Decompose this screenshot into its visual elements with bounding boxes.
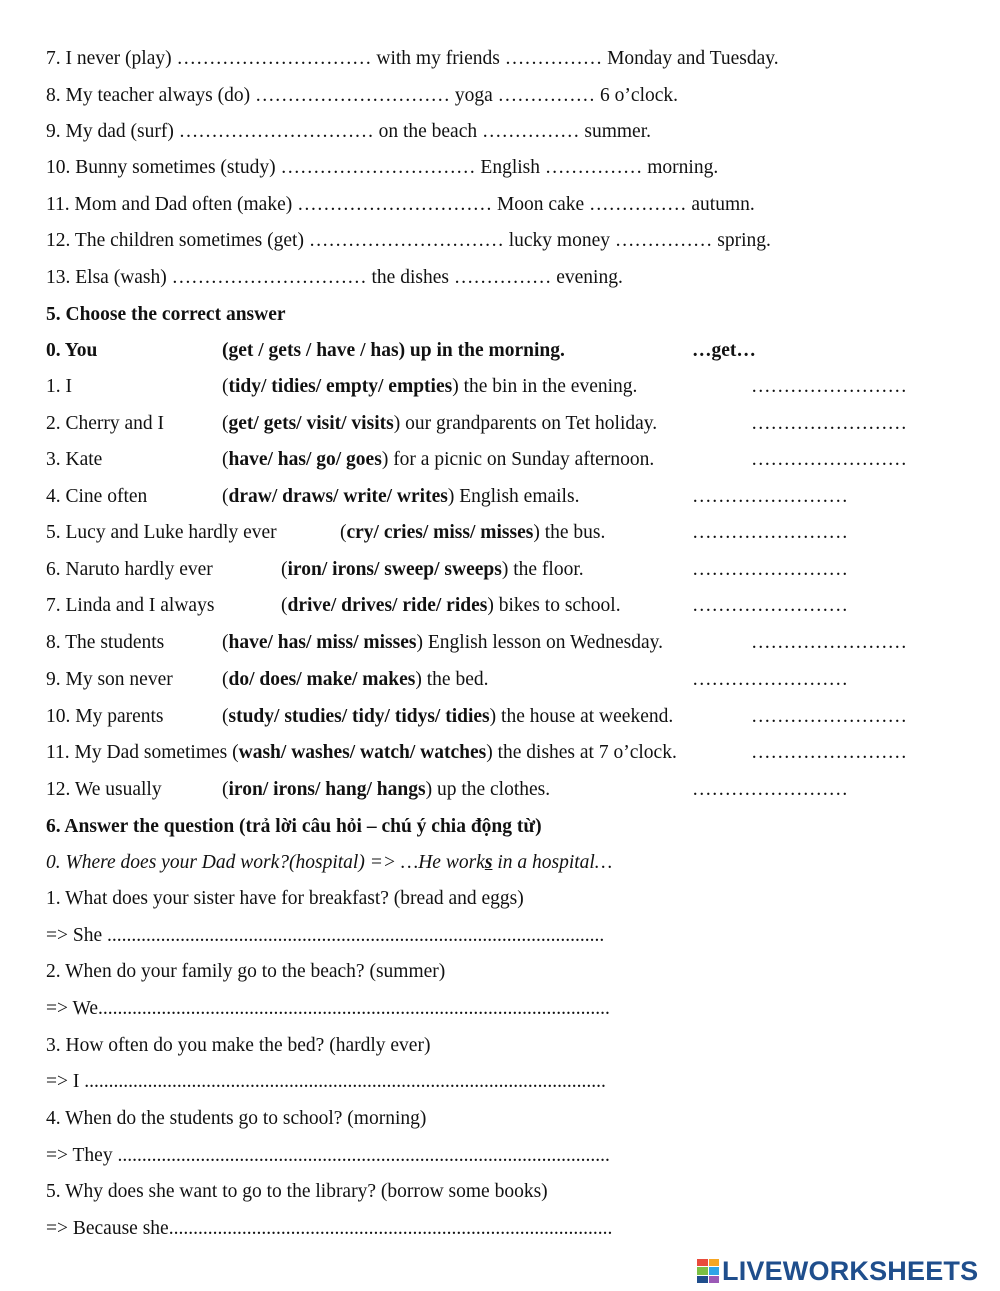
ex5-example-choices: (get / gets / have / has) up in the morning. (222, 340, 565, 361)
logo-square (697, 1259, 708, 1266)
ex6-heading: 6. Answer the question (trả lời câu hỏi – chú ý chia động từ) (46, 816, 542, 837)
ex6-question-2: 2. When do your family go to the beach? (summer) (46, 961, 446, 982)
logo-text: LIVEWORKSHEETS (722, 1255, 979, 1286)
logo-square (709, 1267, 720, 1274)
ex5-example-answer: …get… (692, 340, 756, 361)
ex4-line-8: 8. My teacher always (do) ………………………… yoga …………… 6 o’clock. (46, 85, 679, 106)
answer-blank[interactable]: …………………… (751, 742, 907, 763)
ex6-answer-line-2[interactable]: => We......................................................................................................... (46, 998, 610, 1019)
ex4-line-12: 12. The children sometimes (get) ………………………… lucky money …………… spring. (46, 230, 771, 251)
ex4-line-7: 7. I never (play) ………………………… with my friends …………… Monday and Tuesday. (46, 48, 779, 69)
liveworksheets-logo (697, 1256, 978, 1286)
answer-blank[interactable]: …………………… (692, 779, 848, 800)
answer-blank[interactable]: …………………… (751, 449, 907, 470)
ex4-line-11: 11. Mom and Dad often (make) ………………………… Moon cake …………… autumn. (46, 194, 755, 215)
logo-square (709, 1259, 720, 1266)
answer-blank[interactable]: …………………… (692, 522, 848, 543)
ex6-example: 0. Where does your Dad work?(hospital) => …He works in a hospital… (46, 852, 613, 873)
answer-blank[interactable]: …………………… (692, 669, 848, 690)
ex6-answer-line-1[interactable]: => She ...................................................................................................... (46, 925, 605, 946)
ex6-answer-line-5[interactable]: => Because she........................................................................................... (46, 1218, 613, 1239)
logo-mark-icon (697, 1259, 719, 1283)
ex5-heading: 5. Choose the correct answer (46, 304, 286, 325)
ex6-question-5: 5. Why does she want to go to the library? (borrow some books) (46, 1181, 548, 1202)
ex6-question-3: 3. How often do you make the bed? (hardly ever) (46, 1035, 431, 1056)
logo-square (697, 1267, 708, 1274)
ex6-answer-line-3[interactable]: => I ........................................................................................................... (46, 1071, 606, 1092)
ex4-line-10: 10. Bunny sometimes (study) ………………………… English …………… morning. (46, 157, 719, 178)
logo-square (697, 1276, 708, 1283)
answer-blank[interactable]: …………………… (751, 413, 907, 434)
ex4-line-9: 9. My dad (surf) ………………………… on the beach …………… summer. (46, 121, 651, 142)
ex6-question-1: 1. What does your sister have for breakfast? (bread and eggs) (46, 888, 524, 909)
ex6-question-4: 4. When do the students go to school? (morning) (46, 1108, 427, 1129)
answer-blank[interactable]: …………………… (751, 376, 907, 397)
answer-blank[interactable]: …………………… (751, 706, 907, 727)
logo-square (709, 1276, 720, 1283)
answer-blank[interactable]: …………………… (751, 632, 907, 653)
ex6-answer-line-4[interactable]: => They ..................................................................................................... (46, 1145, 610, 1166)
ex4-line-13: 13. Elsa (wash) ………………………… the dishes …………… evening. (46, 267, 623, 288)
ex5-example-subject: 0. You (46, 340, 98, 361)
answer-blank[interactable]: …………………… (692, 559, 848, 580)
answer-blank[interactable]: …………………… (692, 486, 848, 507)
answer-blank[interactable]: …………………… (692, 595, 848, 616)
